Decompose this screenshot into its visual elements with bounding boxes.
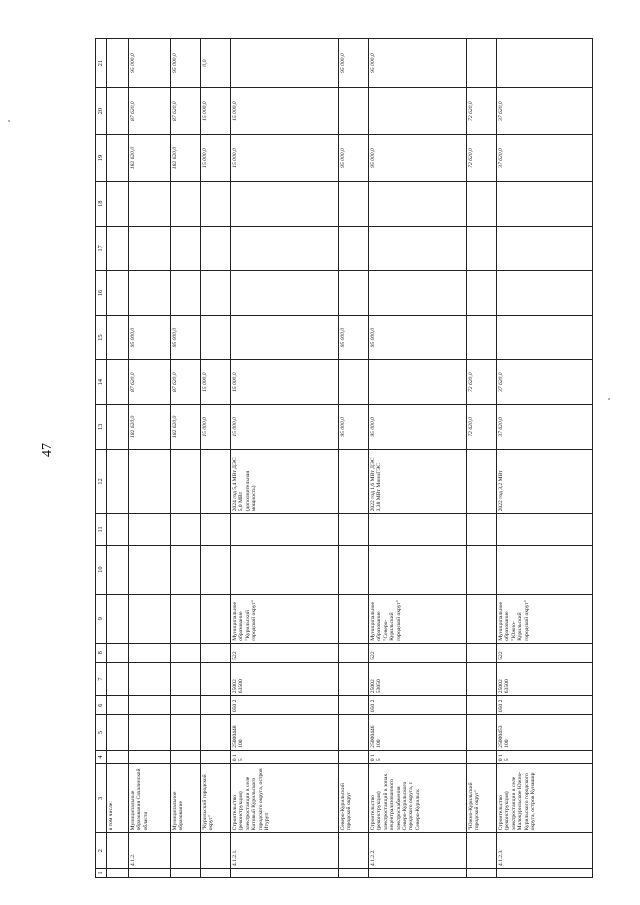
table-cell: Муниципальное образование "Курильский городской округ" (231, 594, 339, 643)
table-cell: 95 000,0 (129, 39, 171, 88)
header-cell: 7 (96, 662, 107, 695)
table-cell (231, 226, 339, 271)
table-cell (129, 643, 171, 662)
table-cell: 95 000,0 (339, 39, 369, 88)
table-cell: 15 000,0 (201, 360, 231, 405)
table-cell: 37 620,0 (497, 135, 593, 182)
table-cell: 0 1 5 (369, 750, 467, 763)
table-cell (171, 181, 201, 226)
table-cell: 95 000,0 (339, 315, 369, 360)
table-cell (369, 226, 467, 271)
table-cell: 95 000,0 (339, 405, 369, 450)
table-cell (129, 869, 171, 878)
table-cell: 72 620,0 (467, 135, 497, 182)
table-cell (107, 449, 129, 514)
table-cell (339, 449, 369, 514)
header-cell: 2 (96, 833, 107, 869)
table-cell (467, 39, 497, 88)
table-row (369, 39, 467, 878)
table-cell: 15 000,0 (231, 360, 339, 405)
table-cell: 0,0 (201, 39, 231, 88)
table-cell (171, 545, 201, 594)
scan-speck (8, 120, 10, 122)
table-row (129, 39, 171, 878)
table-cell (369, 869, 467, 878)
table-cell (467, 643, 497, 662)
page-number-area (0, 0, 95, 905)
table-row (339, 39, 369, 878)
table-cell: 87 620,0 (129, 360, 171, 405)
table-cell (201, 271, 231, 316)
table-cell (107, 405, 129, 450)
table-cell (339, 662, 369, 695)
table-cell: 522 (231, 643, 339, 662)
table-cell (129, 715, 171, 751)
table-row (201, 39, 231, 878)
table-cell: 25002 63500 (231, 662, 339, 695)
table-cell: 15 000,0 (201, 88, 231, 135)
table-cell (369, 271, 467, 316)
row-name-cell: Северо-Курильский городской округ (339, 764, 369, 833)
table-cell (201, 715, 231, 751)
table-cell (339, 833, 369, 869)
table-cell: 72 620,0 (467, 405, 497, 450)
header-cell: 21 (96, 39, 107, 88)
table-body (107, 39, 593, 878)
table-cell (201, 643, 231, 662)
table-cell (467, 833, 497, 869)
table-cell: 050 2 (369, 696, 467, 715)
table-cell: 182 620,0 (129, 405, 171, 450)
table-cell (201, 449, 231, 514)
table-cell: 050 2 (231, 696, 339, 715)
table-cell (129, 594, 171, 643)
table-cell (107, 88, 129, 135)
table-cell (107, 271, 129, 316)
table-cell (129, 271, 171, 316)
header-cell: 1 (96, 869, 107, 878)
table-cell (231, 181, 339, 226)
table-cell (171, 226, 201, 271)
table-cell (171, 662, 201, 695)
table-cell: 522 (369, 643, 467, 662)
table-cell (129, 449, 171, 514)
table-cell: 87 620,0 (171, 360, 201, 405)
table-cell (467, 315, 497, 360)
table-cell: 182 620,0 (171, 405, 201, 450)
table-cell (339, 643, 369, 662)
table-cell (201, 662, 231, 695)
table-cell (171, 449, 201, 514)
table-cell: 95 000,0 (369, 315, 467, 360)
table-cell (339, 750, 369, 763)
table-cell (171, 643, 201, 662)
table-cell (339, 869, 369, 878)
table-cell: 15 000,0 (231, 135, 339, 182)
table-cell (467, 662, 497, 695)
table-cell (231, 545, 339, 594)
table-cell (201, 833, 231, 869)
table-cell (369, 181, 467, 226)
table-cell (107, 696, 129, 715)
table-cell: Муниципальное образование "Северо-Курильский городской округ" (369, 594, 467, 643)
table-cell (497, 545, 593, 594)
row-name-cell: "Южно-Курильский городской округ" (467, 764, 497, 833)
table-cell (129, 696, 171, 715)
table-cell (497, 271, 593, 316)
table-cell (369, 545, 467, 594)
budget-table (95, 38, 593, 878)
table-cell: 15 000,0 (201, 405, 231, 450)
table-cell (171, 696, 201, 715)
table-cell (231, 514, 339, 545)
table-cell (497, 39, 593, 88)
table-cell (171, 869, 201, 878)
header-cell: 17 (96, 226, 107, 271)
table-cell: 95 000,0 (339, 135, 369, 182)
table-cell: 2022 год 3,2 МВт (497, 449, 593, 514)
table-cell (171, 594, 201, 643)
table-cell (107, 715, 129, 751)
table-cell (129, 226, 171, 271)
rotated-table-container (95, 38, 535, 878)
row-name-cell: Строительство (реконструкция) электростанции в селе Китовый Курильского городского округа, остров Итуруп (231, 764, 339, 833)
table-cell: 4.1.2.1. (231, 833, 339, 869)
table-cell (107, 226, 129, 271)
table-cell (467, 696, 497, 715)
table-cell (369, 88, 467, 135)
table-cell (339, 88, 369, 135)
table-cell: 25002 53050 (369, 662, 467, 695)
row-name-cell: Муниципальное образование (171, 764, 201, 833)
table-cell (339, 715, 369, 751)
table-cell (201, 594, 231, 643)
table-cell (201, 750, 231, 763)
header-cell: 19 (96, 135, 107, 182)
table-cell (107, 545, 129, 594)
table-cell (467, 594, 497, 643)
table-cell (201, 545, 231, 594)
header-cell: 15 (96, 315, 107, 360)
table-cell (467, 449, 497, 514)
table-row (497, 39, 593, 878)
page-number: 47 (39, 443, 55, 457)
header-cell: 18 (96, 181, 107, 226)
header-cell: 9 (96, 594, 107, 643)
header-cell: 13 (96, 405, 107, 450)
table-cell (171, 514, 201, 545)
table-cell (171, 833, 201, 869)
table-cell (231, 39, 339, 88)
table-cell (107, 750, 129, 763)
table-row (467, 39, 497, 878)
header-cell: 4 (96, 750, 107, 763)
table-cell (129, 514, 171, 545)
table-cell (107, 181, 129, 226)
table-cell: 25000446 100 (369, 715, 467, 751)
table-cell: 2022 год 1,6 МВт ДЭС 3,38 МВт МиниГЭС (369, 449, 467, 514)
table-cell (497, 181, 593, 226)
table-cell (467, 869, 497, 878)
table-cell: 522 (497, 643, 593, 662)
table-cell (231, 315, 339, 360)
header-row (96, 39, 107, 878)
table-cell: 95 000,0 (129, 315, 171, 360)
table-row (107, 39, 129, 878)
table-cell (171, 715, 201, 751)
table-cell (339, 514, 369, 545)
table-cell: 87 620,0 (129, 88, 171, 135)
header-cell: 14 (96, 360, 107, 405)
table-cell: 95 000,0 (171, 39, 201, 88)
table-cell: 25000448 100 (231, 715, 339, 751)
header-cell: 16 (96, 271, 107, 316)
table-cell: 95 000,0 (171, 315, 201, 360)
table-cell (171, 271, 201, 316)
table-cell: 4.1.2.2. (369, 833, 467, 869)
table-cell (467, 181, 497, 226)
table-cell (339, 181, 369, 226)
table-cell (467, 514, 497, 545)
table-cell (467, 750, 497, 763)
table-cell (201, 226, 231, 271)
table-cell: Муниципальное образование "Южно-Курильский городской округ" (497, 594, 593, 643)
table-cell: 37 620,0 (497, 360, 593, 405)
table-cell (171, 750, 201, 763)
table-cell: 87 620,0 (171, 88, 201, 135)
table-cell (339, 360, 369, 405)
table-cell (107, 662, 129, 695)
header-cell: 6 (96, 696, 107, 715)
header-cell: 8 (96, 643, 107, 662)
table-cell: 72 620,0 (467, 88, 497, 135)
row-name-cell: Строительство (реконструкция) электростанций в зонах нецентрализованного электроснабжения Северо-Курильского городского округа, г. Северо-Курильск (369, 764, 467, 833)
table-cell (107, 360, 129, 405)
table-cell: 15 000,0 (231, 88, 339, 135)
table-cell: 4.1.2. (129, 833, 171, 869)
table-cell (339, 271, 369, 316)
row-name-cell: в том числе: (107, 764, 129, 833)
header-cell: 11 (96, 514, 107, 545)
table-cell: 72 620,0 (467, 360, 497, 405)
table-cell: 37 620,0 (497, 405, 593, 450)
table-cell (467, 545, 497, 594)
table-cell (497, 226, 593, 271)
table-row (231, 39, 339, 878)
table-cell: 15 000,0 (231, 405, 339, 450)
table-cell (201, 514, 231, 545)
row-name-cell: Муниципальные образования Сахалинской области (129, 764, 171, 833)
table-cell (201, 869, 231, 878)
table-cell (339, 594, 369, 643)
table-cell (107, 594, 129, 643)
table-cell: 4.1.2.3. (497, 833, 593, 869)
table-cell (231, 869, 339, 878)
table-cell: 182 620,0 (171, 135, 201, 182)
table-cell (201, 181, 231, 226)
table-row (171, 39, 201, 878)
table-cell (339, 545, 369, 594)
header-cell: 5 (96, 715, 107, 751)
table-cell (467, 271, 497, 316)
table-cell (107, 833, 129, 869)
table-cell (467, 715, 497, 751)
table-cell (107, 39, 129, 88)
table-cell (107, 514, 129, 545)
table-cell (497, 869, 593, 878)
table-cell (369, 360, 467, 405)
table-cell (339, 226, 369, 271)
table-cell (129, 750, 171, 763)
table-cell: 182 620,0 (129, 135, 171, 182)
header-cell: 3 (96, 764, 107, 833)
table-cell (107, 643, 129, 662)
table-cell (231, 271, 339, 316)
table-cell: 25002 63500 (497, 662, 593, 695)
table-cell: 95 000,0 (369, 39, 467, 88)
header-cell: 10 (96, 545, 107, 594)
table-cell (201, 696, 231, 715)
table-cell (497, 315, 593, 360)
table-cell (201, 315, 231, 360)
table-cell: 0 1 5 (497, 750, 593, 763)
table-cell (129, 545, 171, 594)
table-cell (129, 181, 171, 226)
table-cell (107, 869, 129, 878)
table-cell: 25000453 100 (497, 715, 593, 751)
table-cell (339, 696, 369, 715)
row-name-cell: "Курильский городской округ" (201, 764, 231, 833)
table-cell (107, 315, 129, 360)
table-cell (467, 226, 497, 271)
header-cell: 20 (96, 88, 107, 135)
table-cell: 15 000,0 (201, 135, 231, 182)
table-cell: 37 620,0 (497, 88, 593, 135)
table-cell: 050 2 (497, 696, 593, 715)
table-cell: 95 000,0 (369, 405, 467, 450)
header-cell: 12 (96, 449, 107, 514)
table-cell: 2024 год 5,4 МВт ДЭС 5,0 МВт (дополнительная мощность) (231, 449, 339, 514)
table-cell (107, 135, 129, 182)
table-cell (369, 514, 467, 545)
table-cell (497, 514, 593, 545)
table-cell: 95 000,0 (369, 135, 467, 182)
row-name-cell: Строительство (реконструкция) электростанции в селе Малокурильское Южно-Курильского городского округа, остров Кунашир (497, 764, 593, 833)
table-cell (129, 662, 171, 695)
table-cell: 0 1 5 (231, 750, 339, 763)
scan-speck (608, 398, 610, 400)
